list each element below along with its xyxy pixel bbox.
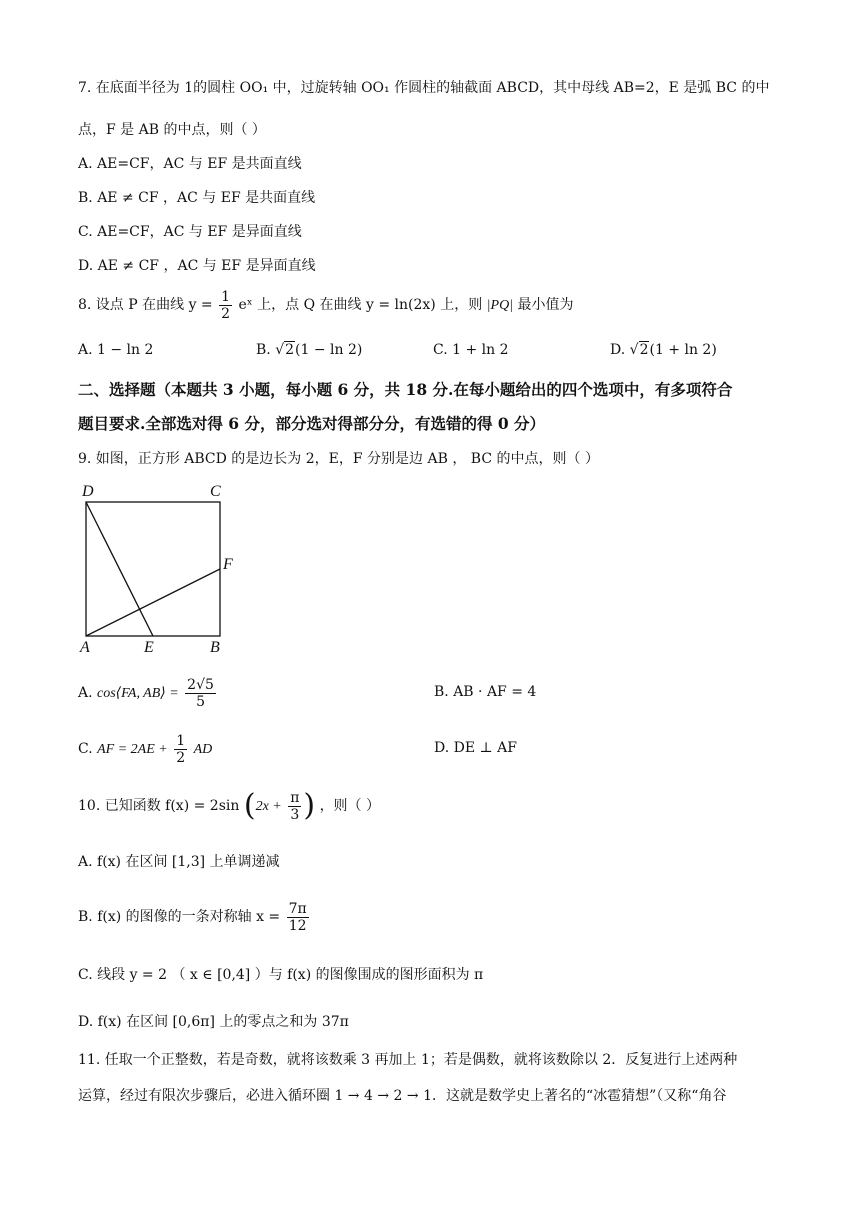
q10-option-a: A. f(x) 在区间 [1,3] 上单调递减 [78,854,280,870]
q9-stem: 9. 如图，正方形 ABCD 的是边长为 2，E，F 分别是边 AB ， BC 的中点，则（ ） [78,451,599,467]
q8-stem [78,286,573,325]
q10-stem-post: ，则（ ） [319,798,381,814]
q8-frac-numerator: 1 [221,288,231,305]
q11-stem-line1: 11. 任取一个正整数，若是奇数，就将该数乘 3 再加上 1；若是偶数，就将该数除以 2．反复进行上述两种 [78,1052,738,1068]
q8-option-b-root: 2 [285,342,295,358]
q7-stem-line1: 7. 在底面半径为 1的圆柱 OO₁ 中，过旋转轴 OO₁ 作圆柱的轴截面 ABCD，其中母线 AB=2，E 是弧 BC 的中 [78,80,770,96]
q8-prefix: 8. 设点 P 在曲线 y = [78,297,213,313]
q10-stem-numerator: π [290,789,300,806]
q10-option-d: D. f(x) 在区间 [0,6π] 上的零点之和为 37π [78,1014,349,1030]
section2-heading-line1: 二、选择题（本题共 3 小题，每小题 6 分，共 18 分.在每小题给出的四个选项中，有多项符合 [78,380,733,399]
segment-de [86,502,153,636]
q10-stem: 10. 已知函数 f(x) = 2sin (2x + $\frac{\pi}{3}$ ) ，则（ ） [78,788,381,823]
q9-option-b: B. AB · AF = 4 [434,684,537,700]
q9-option-c-numerator: 1 [176,732,186,749]
label-e: E [144,639,154,656]
q9-option-c [78,730,212,769]
q9-option-c-post: AD [193,742,213,757]
q7-option-a: A. AE=CF，AC 与 EF 是共面直线 [78,156,302,172]
q9-option-a-numerator: 2√5 [187,676,214,693]
q10-option-b-denominator: 12 [288,917,307,934]
q9-option-a [78,674,218,713]
q8-option-d: D. √2(1 + ln 2) [610,342,717,358]
q7-option-b: B. AE ≠ CF ，AC 与 EF 是共面直线 [78,190,316,206]
label-a: A [80,639,90,656]
q10-stem-arg: 2x + [255,799,282,814]
q8-option-d-label: D. [610,342,626,358]
q10-stem-pre: 10. 已知函数 f(x) = 2sin [78,798,240,814]
segment-af [86,569,220,636]
q10-option-c: C. 线段 y = 2 （ x ∈ [0,4] ）与 f(x) 的图像围成的图形面积为 π [78,967,484,983]
q8-mid: eˣ 上，点 Q 在曲线 y = ln(2x) 上，则 [238,297,483,313]
label-b: B [210,639,220,656]
q8-suffix: 最小值为 [517,297,574,313]
label-c: C [210,483,221,500]
q10-stem-denominator: 3 [290,806,300,823]
q9-option-d: D. DE ⊥ AF [434,740,517,756]
q9-option-a-denominator: 5 [196,693,205,710]
q8-option-c: C. 1 + ln 2 [433,342,509,358]
q7-option-d: D. AE ≠ CF ，AC 与 EF 是异面直线 [78,258,316,274]
q8-fraction [219,289,232,322]
q9-option-c-denominator: 2 [176,749,186,766]
section2-heading-line2: 题目要求.全部选对得 6 分，部分选对得部分分，有选错的得 0 分） [78,414,546,433]
q8-option-a: A. 1 − ln 2 [78,342,154,358]
q8-option-d-rest: (1 + ln 2) [649,342,717,358]
q7-stem-line2: 点，F 是 AB 的中点，则（ ） [78,122,266,138]
q9-option-a-label: A. [78,685,93,701]
q8-option-b-rest: (1 − ln 2) [295,342,363,358]
label-f: F [223,556,233,573]
square-abcd [86,502,220,636]
q8-option-b-label: B. [256,342,271,358]
q9-option-a-fraction [185,677,216,710]
q11-stem-line2: 运算，经过有限次步骤后，必进入循环圈 1 → 4 → 2 → 1．这就是数学史上著名的“冰雹猜想”（又称“角谷 [78,1088,727,1104]
q10-option-b-numerator: 7π [288,900,307,917]
q10-option-b-pre: B. f(x) 的图像的一条对称轴 x = [78,909,281,925]
q10-option-b-fraction [287,901,309,934]
label-d: D [82,483,94,500]
q9-option-c-fraction [174,733,187,766]
q9-square-figure [70,478,250,656]
q8-abs-pq: |PQ| [486,298,514,313]
q8-option-b: B. √2(1 − ln 2) [256,342,363,358]
q9-option-a-expr: cos⟨FA, AB⟩ = [97,686,179,701]
q10-option-b [78,898,311,936]
q8-option-d-root: 2 [639,342,649,358]
q7-option-c: C. AE=CF，AC 与 EF 是异面直线 [78,224,302,240]
q10-stem-fraction [288,790,301,823]
q9-option-c-expr: AF = 2AE + [97,742,168,757]
q8-frac-denominator: 2 [221,305,231,322]
q9-option-c-label: C. [78,741,93,757]
